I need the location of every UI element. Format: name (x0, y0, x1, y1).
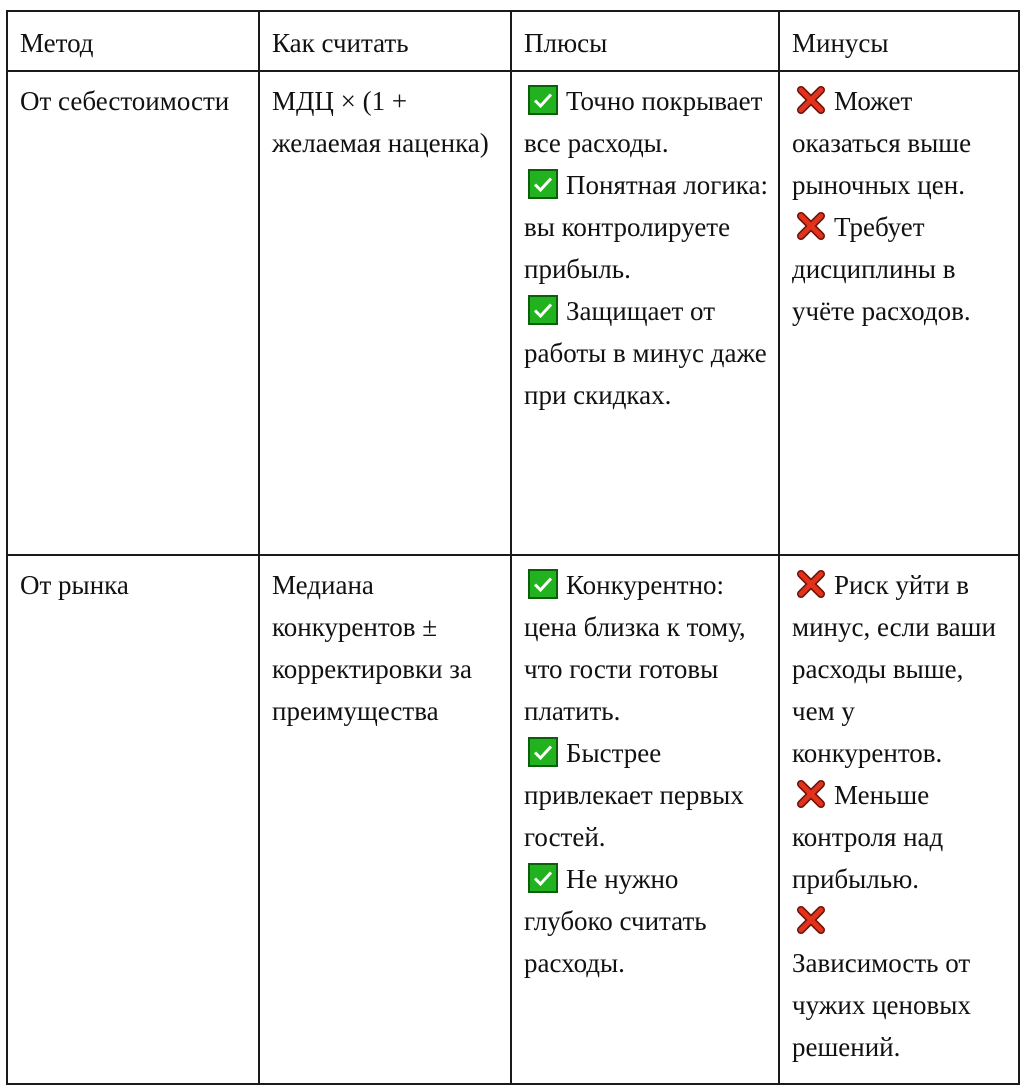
header-cons: Минусы (779, 11, 1019, 71)
check-mark-icon (528, 737, 558, 767)
pro-item (524, 732, 768, 858)
pro-item (524, 164, 768, 290)
comparison-table (6, 10, 1020, 1085)
con-text: Зависимость от чужих ценовых решений. (792, 948, 971, 1062)
con-item (792, 564, 1008, 774)
cross-mark-icon (796, 779, 826, 809)
check-mark-icon (528, 569, 558, 599)
con-item (792, 900, 1008, 1068)
pro-text: Быстрее привлекает первых гостей. (524, 738, 744, 852)
cross-mark-icon (796, 85, 826, 115)
con-item (792, 80, 1008, 206)
cross-mark-icon (796, 211, 826, 241)
method-cell: От рынка (7, 555, 259, 1084)
check-mark-icon (528, 85, 558, 115)
pro-text: Понятная логика: вы контролируете прибыль. (524, 170, 768, 284)
check-mark-icon (528, 295, 558, 325)
pro-text: Не нужно глубоко считать расходы. (524, 864, 707, 978)
con-text: Риск уйти в минус, если ваши расходы выше, чем у конкурентов. (792, 570, 996, 768)
pro-item (524, 290, 768, 416)
header-pros: Плюсы (511, 11, 779, 71)
header-formula: Как считать (259, 11, 511, 71)
cons-cell (779, 71, 1019, 555)
check-mark-icon (528, 169, 558, 199)
check-mark-icon (528, 863, 558, 893)
con-text: Меньше контроля над прибылью. (792, 780, 944, 894)
pro-text: Точно покрывает все расходы. (524, 86, 763, 158)
con-item (792, 774, 1008, 900)
pro-text: Конкурентно: цена близка к тому, что гости готовы платить. (524, 570, 746, 726)
header-row (7, 11, 1019, 71)
formula-cell: Медиана конкурентов ± корректировки за преимущества (259, 555, 511, 1084)
table-row (7, 71, 1019, 555)
con-text: Может оказаться выше рыночных цен. (792, 86, 972, 200)
pro-item (524, 858, 768, 984)
formula-cell: МДЦ × (1 + желаемая наценка) (259, 71, 511, 555)
cons-cell (779, 555, 1019, 1084)
table-row (7, 555, 1019, 1084)
pro-item (524, 564, 768, 732)
pro-item (524, 80, 768, 164)
header-method: Метод (7, 11, 259, 71)
pros-cell (511, 71, 779, 555)
con-item (792, 206, 1008, 332)
cross-mark-icon (796, 905, 826, 935)
pros-cell (511, 555, 779, 1084)
cross-mark-icon (796, 569, 826, 599)
pro-text: Защищает от работы в минус даже при скидках. (524, 296, 767, 410)
con-text: Требует дисциплины в учёте расходов. (792, 212, 971, 326)
method-cell: От себестоимости (7, 71, 259, 555)
